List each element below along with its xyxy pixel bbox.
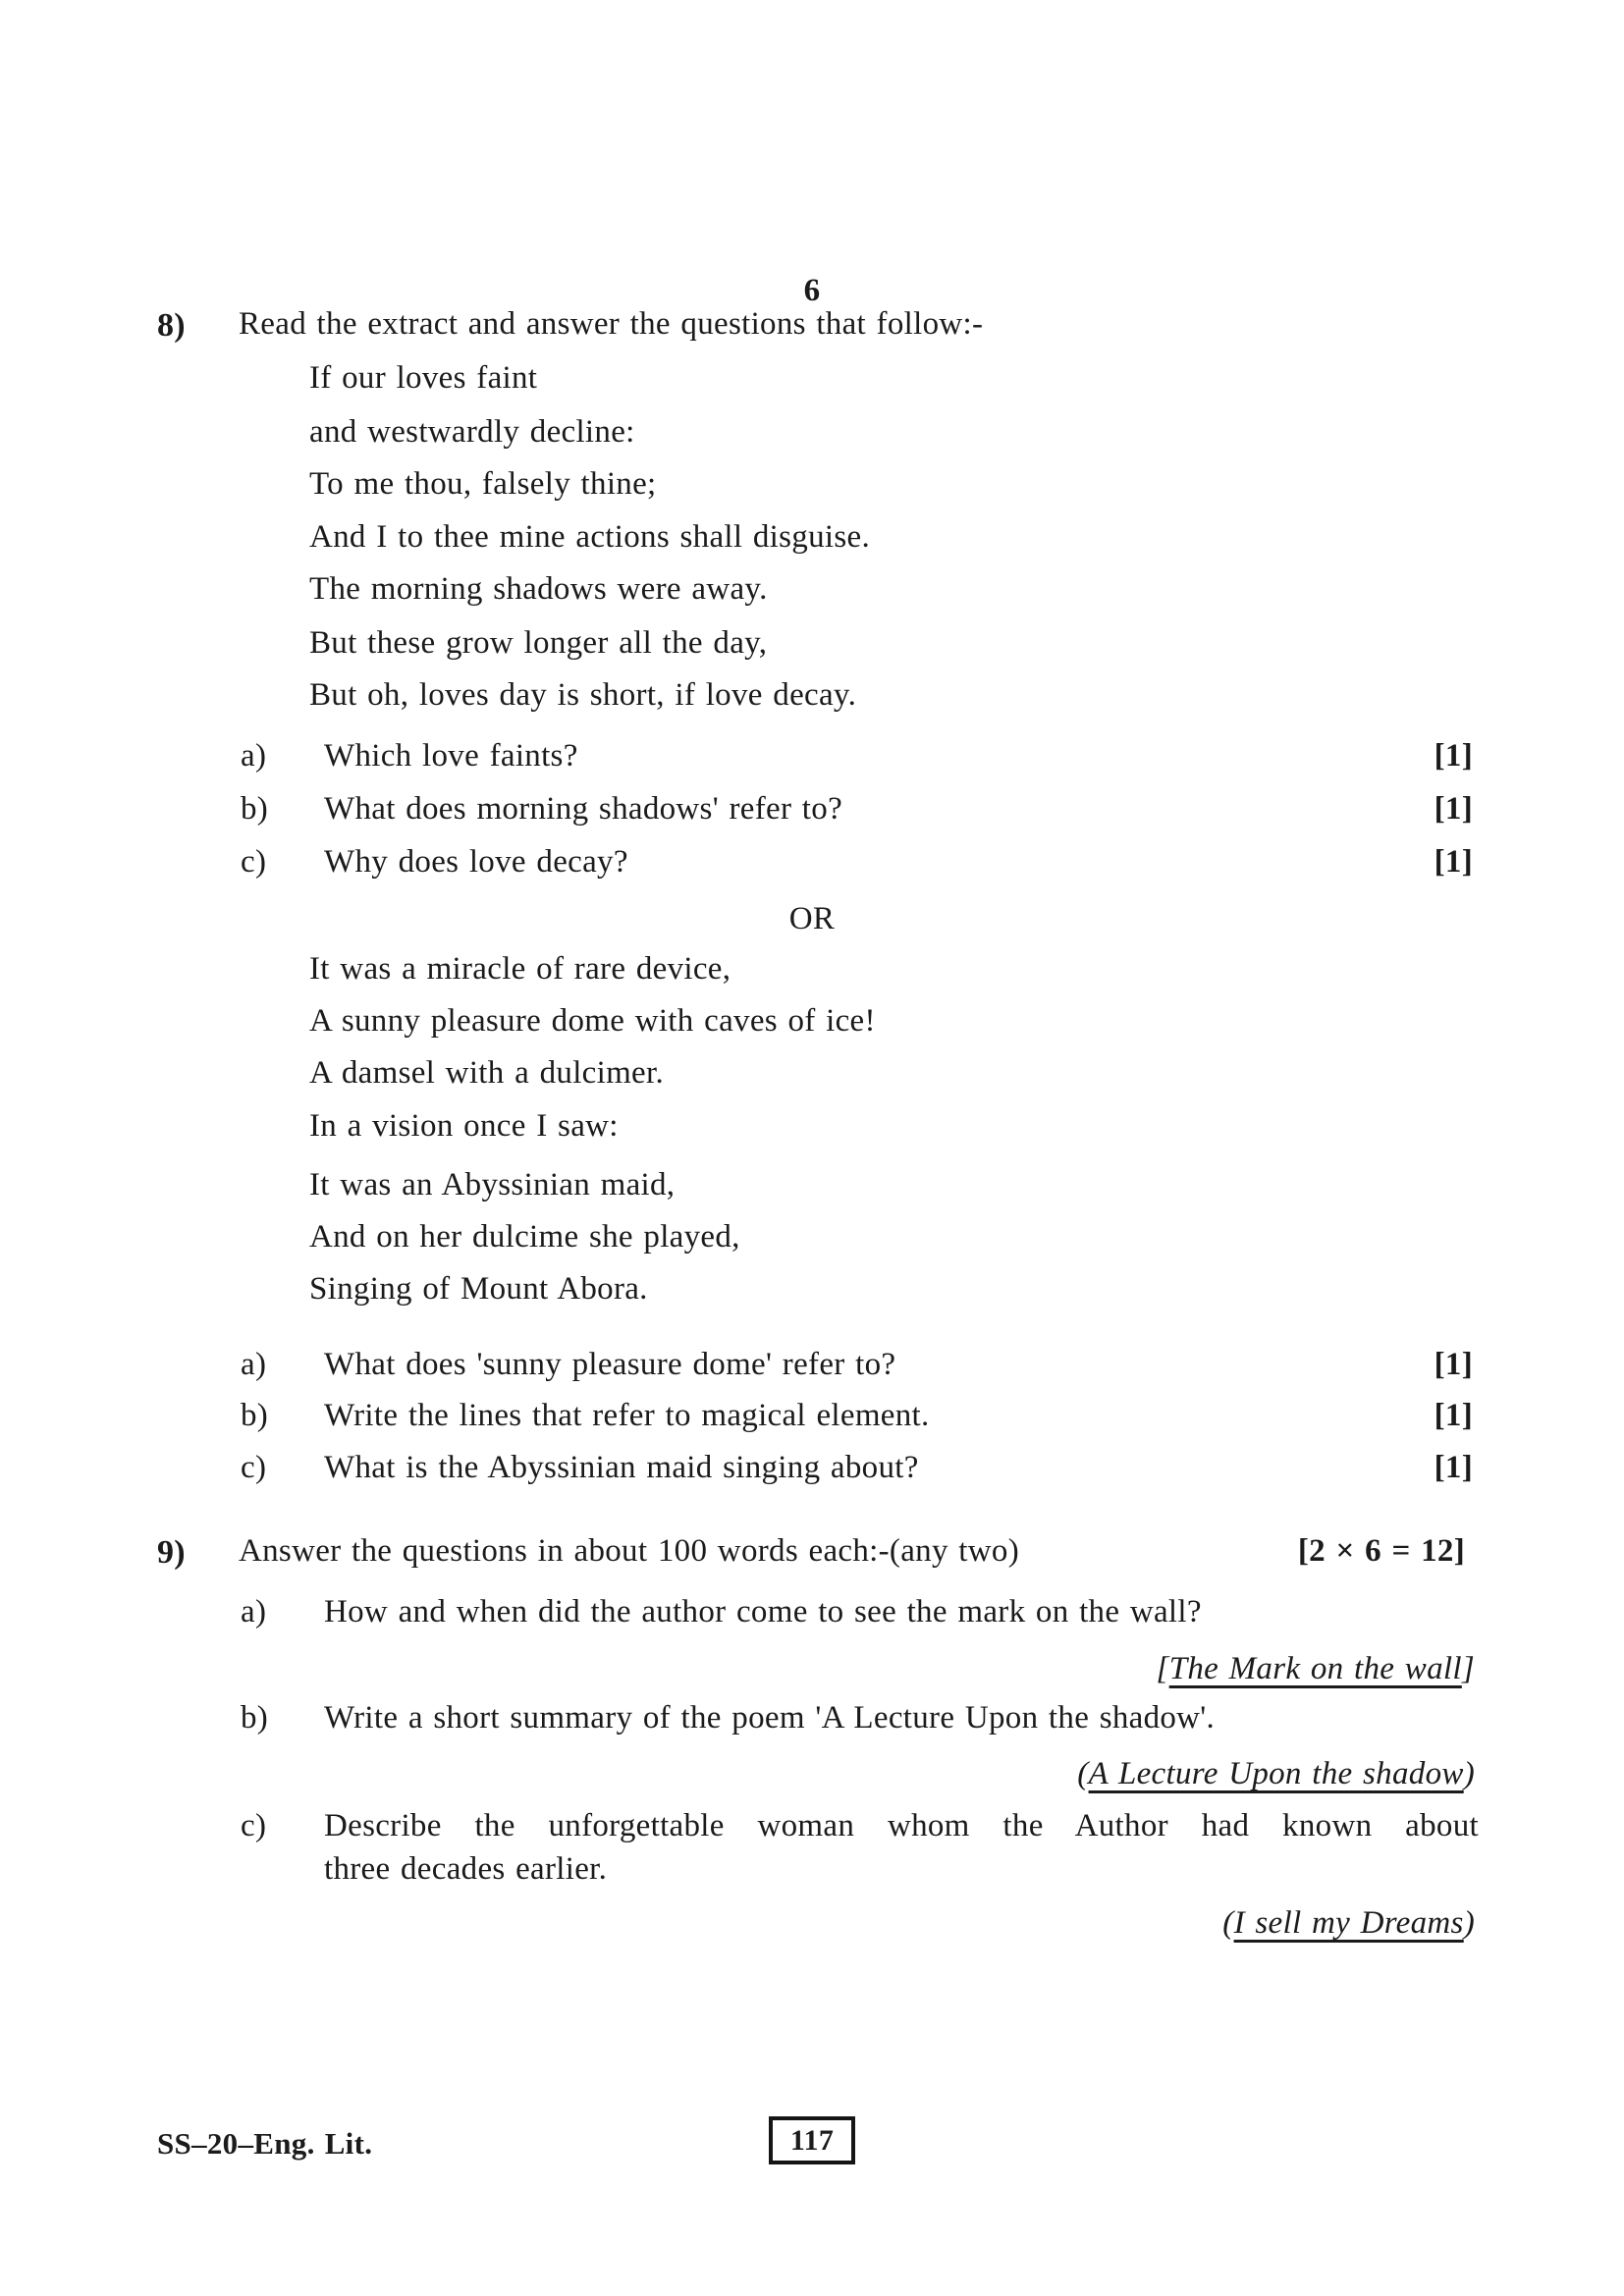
poem-line: But oh, loves day is short, if love decay. <box>309 677 857 713</box>
sub-question-label: a) <box>241 1594 267 1629</box>
question-8-prompt: Read the extract and answer the questions that follow:- <box>239 306 984 342</box>
marks-badge: [1] <box>1434 1398 1473 1433</box>
sub-question <box>0 1808 1624 1855</box>
sub-question-label: c) <box>241 1450 267 1485</box>
sub-question-text: How and when did the author come to see the mark on the wall? <box>324 1594 1202 1629</box>
poem-line: To me thou, falsely thine; <box>309 466 657 502</box>
source-citation <box>1222 1905 1475 1943</box>
sub-question-label: b) <box>241 1700 269 1735</box>
marks-badge: [1] <box>1434 1450 1473 1485</box>
poem-line: and westwardly decline: <box>309 414 635 450</box>
citation-title: A Lecture Upon the shadow <box>1088 1756 1464 1791</box>
sub-question <box>0 844 1624 891</box>
sub-question-label: c) <box>241 844 267 880</box>
question-9-heading <box>0 1533 1624 1580</box>
poem-line: And on her dulcime she played, <box>309 1219 740 1255</box>
sub-question-label: c) <box>241 1808 267 1843</box>
sub-question-label: a) <box>241 1347 267 1382</box>
sub-question-text: Write the lines that refer to magical element. <box>324 1398 930 1433</box>
poem-line: If our loves faint <box>309 360 538 396</box>
citation-close-bracket: ) <box>1463 1905 1475 1941</box>
sub-question <box>0 1347 1624 1394</box>
or-separator: OR <box>788 901 836 936</box>
sub-question-continuation <box>0 1851 1624 1898</box>
sub-question <box>0 1398 1624 1445</box>
sub-question <box>0 1700 1624 1747</box>
question-9-number: 9) <box>157 1534 186 1571</box>
poem-line: It was a miracle of rare device, <box>309 951 731 987</box>
marks-badge: [1] <box>1434 791 1473 827</box>
poem-line: In a vision once I saw: <box>309 1108 619 1144</box>
poem-line: But these grow longer all the day, <box>309 625 768 661</box>
sub-question-text: Write a short summary of the poem 'A Lecture Upon the shadow'. <box>324 1700 1216 1735</box>
sub-question-text: Why does love decay? <box>324 844 628 880</box>
question-9-prompt: Answer the questions in about 100 words each:-(any two) <box>239 1533 1019 1569</box>
source-citation <box>1157 1651 1475 1688</box>
sub-question-text: three decades earlier. <box>324 1851 608 1887</box>
sub-question-text: Which love faints? <box>324 738 578 774</box>
poem-line: Singing of Mount Abora. <box>309 1271 648 1307</box>
sub-question <box>0 738 1624 785</box>
page-number-box-value: 117 <box>789 2123 835 2157</box>
sub-question-label: b) <box>241 791 269 827</box>
sub-question <box>0 1594 1624 1641</box>
source-citation <box>1077 1756 1475 1793</box>
citation-close-bracket: ) <box>1463 1756 1475 1791</box>
marks-badge: [1] <box>1434 844 1473 880</box>
sub-question-text: Describe the unforgettable woman whom the Author had known about <box>324 1808 1479 1843</box>
citation-close-bracket: ] <box>1461 1651 1475 1686</box>
poem-line: It was an Abyssinian maid, <box>309 1167 676 1202</box>
sub-question-label: a) <box>241 738 267 774</box>
citation-title: I sell my Dreams <box>1233 1905 1464 1941</box>
page-number-box <box>769 2116 855 2164</box>
poem-line: A damsel with a dulcimer. <box>309 1055 665 1091</box>
citation-open-bracket: ( <box>1077 1756 1089 1791</box>
question-8-number: 8) <box>157 307 186 344</box>
paper-code: SS–20–Eng. Lit. <box>157 2126 373 2161</box>
poem-line: And I to thee mine actions shall disguise. <box>309 519 871 555</box>
citation-open-bracket: [ <box>1156 1651 1169 1686</box>
poem-line: A sunny pleasure dome with caves of ice! <box>309 1003 876 1039</box>
citation-open-bracket: ( <box>1222 1905 1234 1941</box>
question-8-heading <box>0 306 1624 353</box>
sub-question <box>0 1450 1624 1497</box>
sub-question <box>0 791 1624 838</box>
marks-badge: [1] <box>1434 1347 1473 1382</box>
sub-question-label: b) <box>241 1398 269 1433</box>
sub-question-text: What is the Abyssinian maid singing about? <box>324 1450 919 1485</box>
poem-line: The morning shadows were away. <box>309 571 768 607</box>
sub-question-text: What does morning shadows' refer to? <box>324 791 843 827</box>
marks-badge: [1] <box>1434 738 1473 774</box>
sub-question-text: What does 'sunny pleasure dome' refer to? <box>324 1347 896 1382</box>
page-number: 6 <box>803 273 821 308</box>
marks-total-badge: [2 × 6 = 12] <box>1297 1533 1465 1569</box>
citation-title: The Mark on the wall <box>1168 1651 1462 1686</box>
